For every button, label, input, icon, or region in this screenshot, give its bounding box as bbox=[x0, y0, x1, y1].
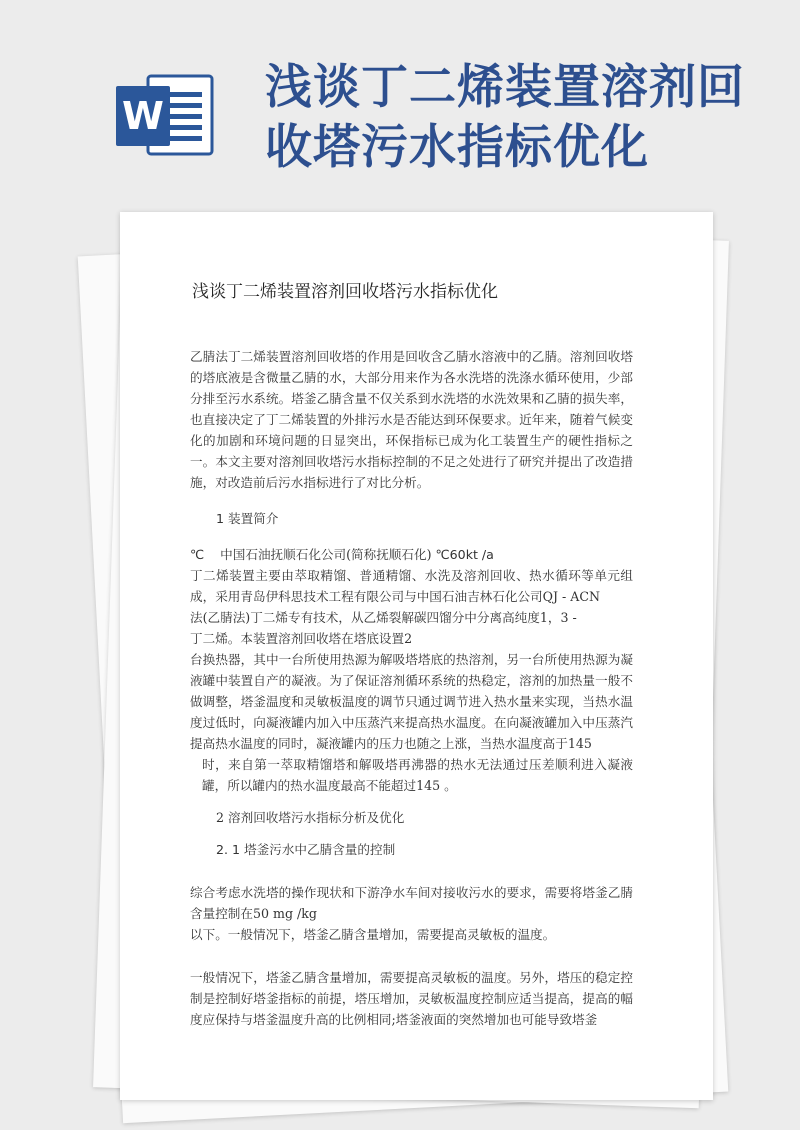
section-2-heading: 2 溶剂回收塔污水指标分析及优化 bbox=[216, 810, 405, 825]
tower-pressure-paragraph: 一般情况下，塔釜乙腈含量增加，需要提高灵敏板的温度。另外，塔压的稳定控制是控制好塔釜指标的前提，塔压增加，灵敏板温度控制应适当提高，提高的幅度应保持与塔釜温度升高的比例相同;塔釜液面的突然增加也可能导致塔釜 bbox=[190, 970, 633, 1027]
svg-text:W: W bbox=[122, 94, 164, 138]
capacity-value: 60kt /a bbox=[449, 547, 494, 562]
hot-water-paragraph: 时，来自第一萃取精馏塔和解吸塔再沸器的热水无法通过压差顺利进入凝液罐，所以罐内的热水温度最高不能超过145 。 bbox=[202, 757, 633, 793]
heat-exchanger-paragraph: 台换热器，其中一台所使用热源为解吸塔塔底的热溶剂，另一台所使用热源为凝液罐中装置自产的凝液。为了保证溶剂循环系统的热稳定，溶剂的加热量一般不做调整，塔釜温度和灵敏板温度的调节只通过调节进入热水量来实现，当热水温度过低时，向凝液罐内加入中压蒸汽来提高热水温度。在向凝液罐加入中压蒸汽提高热水温度的同时，凝液罐内的压力也随之上涨，当热水温度高于145 bbox=[190, 652, 633, 751]
abstract-paragraph: 乙腈法丁二烯装置溶剂回收塔的作用是回收含乙腈水溶液中的乙腈。溶剂回收塔的塔底液是含微量乙腈的水，大部分用来作为各水洗塔的洗涤水循环使用，少部分排至污水系统。塔釜乙腈含量不仅关系到水洗塔的水洗效果和乙腈的损失率，也直接决定了丁二烯装置的外排污水是否能达到环保要求。近年来，随着气候变化的加剧和环境问题的日显突出，环保指标已成为化工装置生产的硬性指标之一。本文主要对溶剂回收塔污水指标控制的不足之处进行了研究并提出了改造措施，对改造前后污水指标进行了对比分析。 bbox=[190, 349, 633, 490]
acetonitrile-control-paragraph-cont: 以下。一般情况下，塔釜乙腈含量增加，需要提高灵敏板的温度。 bbox=[190, 927, 556, 942]
section-1-heading: 1 装置简介 bbox=[216, 511, 279, 526]
intro-line-4: 丁二烯。本装置溶剂回收塔在塔底设置2 bbox=[190, 631, 413, 646]
page-title: 浅谈丁二烯装置溶剂回收塔污水指标优化 bbox=[192, 282, 498, 302]
document-header-title: 浅谈丁二烯装置溶剂回收塔污水指标优化 bbox=[265, 60, 745, 175]
document-page bbox=[120, 212, 713, 1100]
degree-mark: ℃ bbox=[190, 547, 205, 562]
document-body bbox=[190, 346, 633, 1030]
intro-line-2: 丁二烯装置主要由萃取精馏、普通精馏、水洗及溶剂回收、热水循环等单元组成，采用青岛伊科思技术工程有限公司与中国石油吉林石化公司QJ - ACN bbox=[190, 568, 633, 604]
degree-mark-2: ℃ bbox=[435, 547, 450, 562]
header bbox=[0, 0, 800, 210]
acetonitrile-control-paragraph: 综合考虑水洗塔的操作现状和下游净水车间对接收污水的要求，需要将塔釜乙腈含量控制在50 mg /kg bbox=[190, 885, 633, 921]
intro-line-3: 法(乙腈法)丁二烯专有技术，从乙烯裂解碳四馏分中分离高纯度1，3 - bbox=[190, 610, 577, 625]
word-document-icon bbox=[112, 72, 218, 158]
company-text: 中国石油抚顺石化公司(简称抚顺石化) bbox=[220, 547, 432, 562]
intro-line-1 bbox=[190, 544, 633, 565]
section-2-1-heading: 2. 1 塔釜污水中乙腈含量的控制 bbox=[216, 842, 396, 857]
